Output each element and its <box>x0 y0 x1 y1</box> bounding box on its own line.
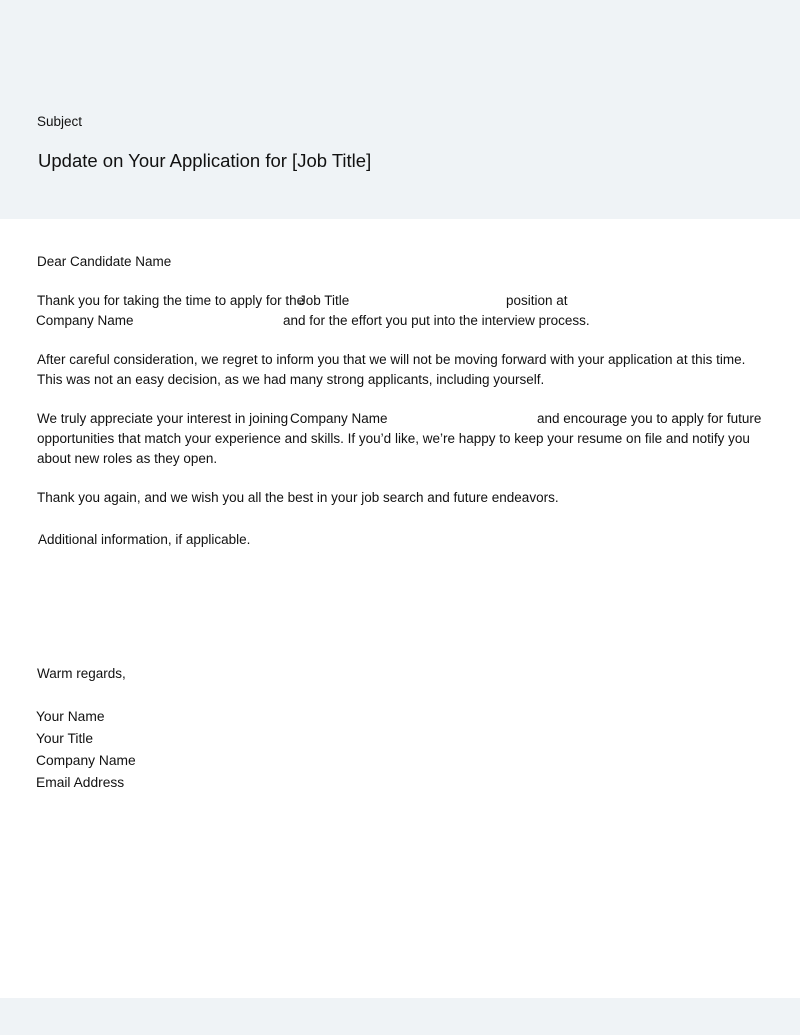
subject-label: Subject <box>37 114 83 129</box>
signature-name-field[interactable]: Your Name <box>36 709 105 724</box>
paragraph-3-text: We truly appreciate your interest in joining <box>37 411 289 426</box>
paragraph-4: Thank you again, and we wish you all the best in your job search and future endeavors. <box>37 490 559 505</box>
paragraph-1-position-text: position at <box>506 293 568 308</box>
subject-field[interactable]: Update on Your Application for [Job Title] <box>38 150 372 171</box>
greeting-label: Dear <box>37 254 67 269</box>
paragraph-3-line-3: about new roles as they open. <box>37 451 218 466</box>
closing-text: Warm regards, <box>37 666 126 681</box>
footer-band <box>0 998 800 1035</box>
paragraph-3-after-company: and encourage you to apply for future <box>537 411 762 426</box>
paragraph-2-line-2: This was not an easy decision, as we had many strong applicants, including yourself. <box>37 372 545 387</box>
additional-info-field[interactable]: Additional information, if applicable. <box>38 532 251 547</box>
signature-email-field[interactable]: Email Address <box>36 775 125 790</box>
paragraph-2-line-1: After careful consideration, we regret to inform you that we will not be moving forward with your application at this time. <box>37 352 746 367</box>
job-title-field[interactable]: Job Title <box>299 293 350 308</box>
signature-title-field[interactable]: Your Title <box>36 731 94 746</box>
company-name-field[interactable]: Company Name <box>36 313 134 328</box>
paragraph-3-line-2: opportunities that match your experience and skills. If you’d like, we’re happy to keep your resume on file and notify you <box>37 431 750 446</box>
candidate-name-field[interactable]: Candidate Name <box>70 254 172 269</box>
subject-header <box>0 0 800 219</box>
paragraph-1-text: Thank you for taking the time to apply for the <box>37 293 305 308</box>
signature-company-field[interactable]: Company Name <box>36 753 136 768</box>
paragraph-1-end-text: and for the effort you put into the interview process. <box>283 313 590 328</box>
company-name-field-2[interactable]: Company Name <box>290 411 388 426</box>
